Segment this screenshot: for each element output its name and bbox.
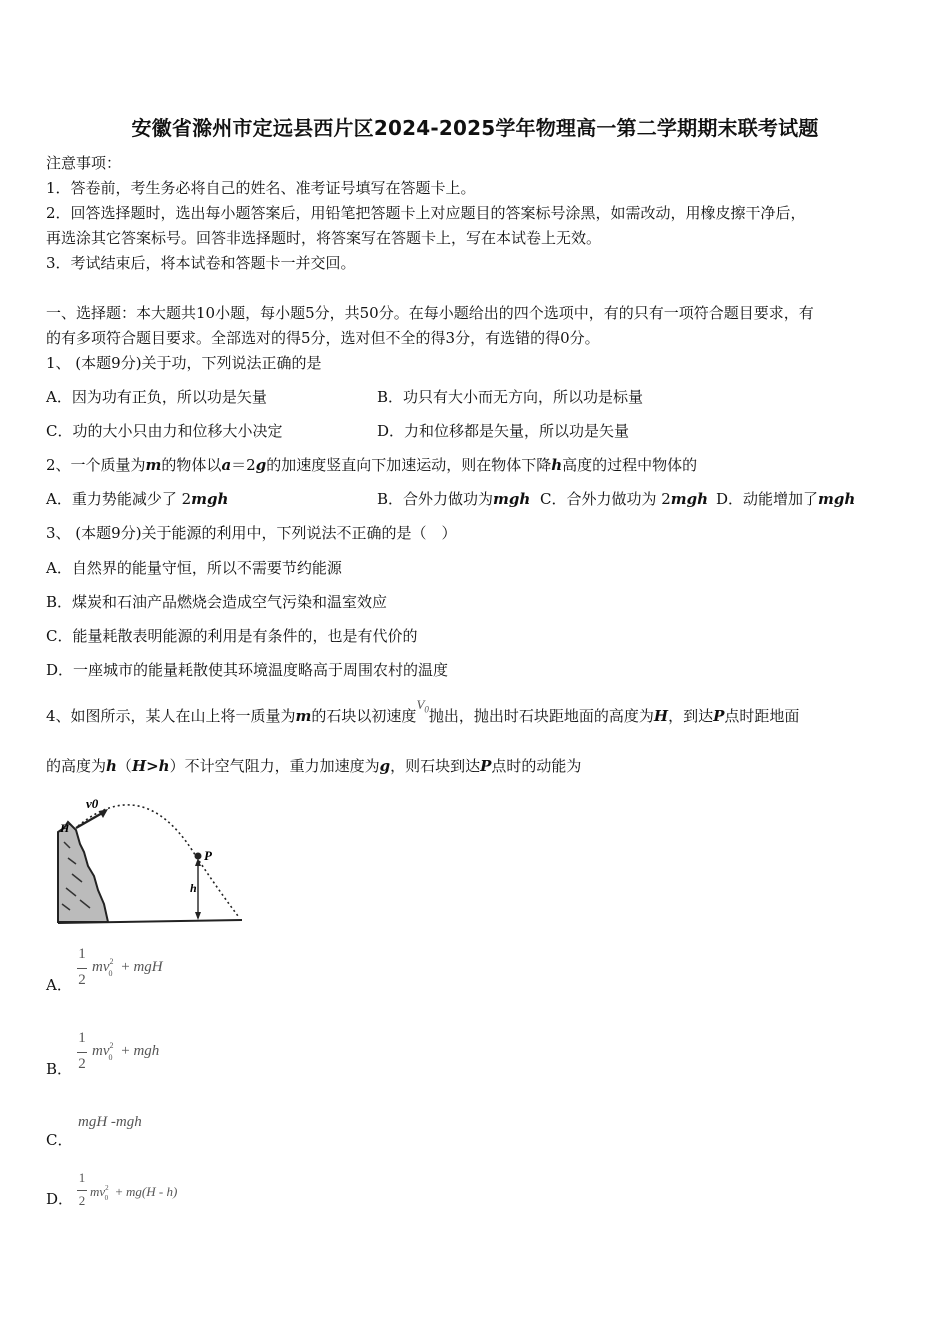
P-label: P	[204, 848, 212, 863]
H-label: H	[60, 821, 70, 835]
question-1-option-c: C．功的大小只由力和位移大小决定	[46, 422, 283, 440]
fraction-denominator: 2	[78, 972, 86, 988]
question-3-option-a: A．自然界的能量守恒，所以不需要节约能源	[46, 559, 342, 577]
fraction-denominator: 2	[78, 1193, 86, 1208]
question-4-option-a-label: A．	[46, 976, 72, 994]
height-arrow-bottom	[195, 912, 201, 920]
question-3-option-c: C．能量耗散表明能源的利用是有条件的，也是有代价的	[46, 627, 418, 645]
question-1-option-b: B．功只有大小而无方向，所以功是标量	[377, 388, 644, 406]
v0-label: v0	[86, 796, 99, 811]
notice-item: 再选涂其它答案标号。回答非选择题时，将答案写在答题卡上，写在本试卷上无效。	[46, 229, 602, 247]
question-4-stem-line2: 的高度为h（H>h）不计空气阻力，重力加速度为g，则石块到达P点时的动能为	[46, 757, 582, 775]
h-label: h	[190, 881, 197, 895]
fraction-numerator: 1	[78, 1170, 86, 1185]
page-title: 安徽省滁州市定远县西片区2024-2025学年物理高一第二学期期末联考试题	[131, 116, 819, 140]
notice-heading: 注意事项：	[46, 154, 122, 172]
section-instructions: 的有多项符合题目要求。全部选对的得5分，选对但不全的得3分，有选错的得0分。	[46, 329, 600, 347]
notice-item: 1．答卷前，考生务必将自己的姓名、准考证号填写在答题卡上。	[46, 179, 476, 197]
option-d-expression: $mv^2_0 + mg(H - h)$	[90, 1184, 178, 1202]
option-a-expression: $mv^2_0$ + mgH	[92, 957, 163, 978]
projectile-figure	[54, 792, 244, 926]
question-4-stem-line1: 4、如图所示，某人在山上将一质量为m的石块以初速度$V_0$抛出，抛出时石块距地面的高度为H，到达P点时距地面	[46, 697, 800, 725]
notice-item: 3．考试结束后，将本试卷和答题卡一并交回。	[46, 254, 356, 272]
question-1-stem: 1、 (本题9分)关于功，下列说法正确的是	[46, 354, 322, 372]
question-1-option-d: D．力和位移都是矢量，所以功是矢量	[377, 422, 630, 440]
question-4-option-d-label: D．	[46, 1190, 74, 1208]
question-1-option-a: A．因为功有正负，所以功是矢量	[46, 388, 267, 406]
question-3-option-b: B．煤炭和石油产品燃烧会造成空气污染和温室效应	[46, 593, 388, 611]
question-2-option-b: B．合外力做功为mgh	[377, 490, 531, 508]
option-b-expression: $mv^2_0$ + mgh	[92, 1041, 160, 1062]
section-instructions: 一、选择题：本大题共10小题，每小题5分，共50分。在每小题给出的四个选项中，有的只有一项符合题目要求，有	[46, 304, 814, 322]
question-3-stem: 3、 (本题9分)关于能源的利用中，下列说法不正确的是（ ）	[46, 524, 457, 542]
option-c-expression: mgH -mgh	[78, 1114, 142, 1130]
fraction-bar	[77, 1052, 87, 1053]
question-2-option-a: A．重力势能减少了 2mgh	[46, 490, 229, 508]
question-4-option-b-label: B．	[46, 1060, 73, 1078]
fraction-numerator: 1	[78, 946, 86, 962]
question-2-option-c: C．合外力做功为 2mgh	[540, 490, 709, 508]
question-2-stem: 2、一个质量为m的物体以a＝2g的加速度竖直向下加速运动，则在物体下降h高度的过程中物体的	[46, 456, 698, 474]
question-3-option-d: D．一座城市的能量耗散使其环境温度略高于周围农村的温度	[46, 661, 449, 679]
velocity-arrow	[76, 812, 104, 828]
fraction-numerator: 1	[78, 1030, 86, 1046]
notice-item: 2．回答选择题时，选出每小题答案后，用铅笔把答题卡上对应题目的答案标号涂黑，如需改动，用橡皮擦干净后，	[46, 204, 806, 222]
question-4-option-c-label: C．	[46, 1131, 73, 1149]
fraction-denominator: 2	[78, 1056, 86, 1072]
fraction-bar	[77, 1190, 87, 1191]
question-2-option-d: D．动能增加了mgh	[716, 490, 856, 508]
fraction-bar	[77, 968, 87, 969]
